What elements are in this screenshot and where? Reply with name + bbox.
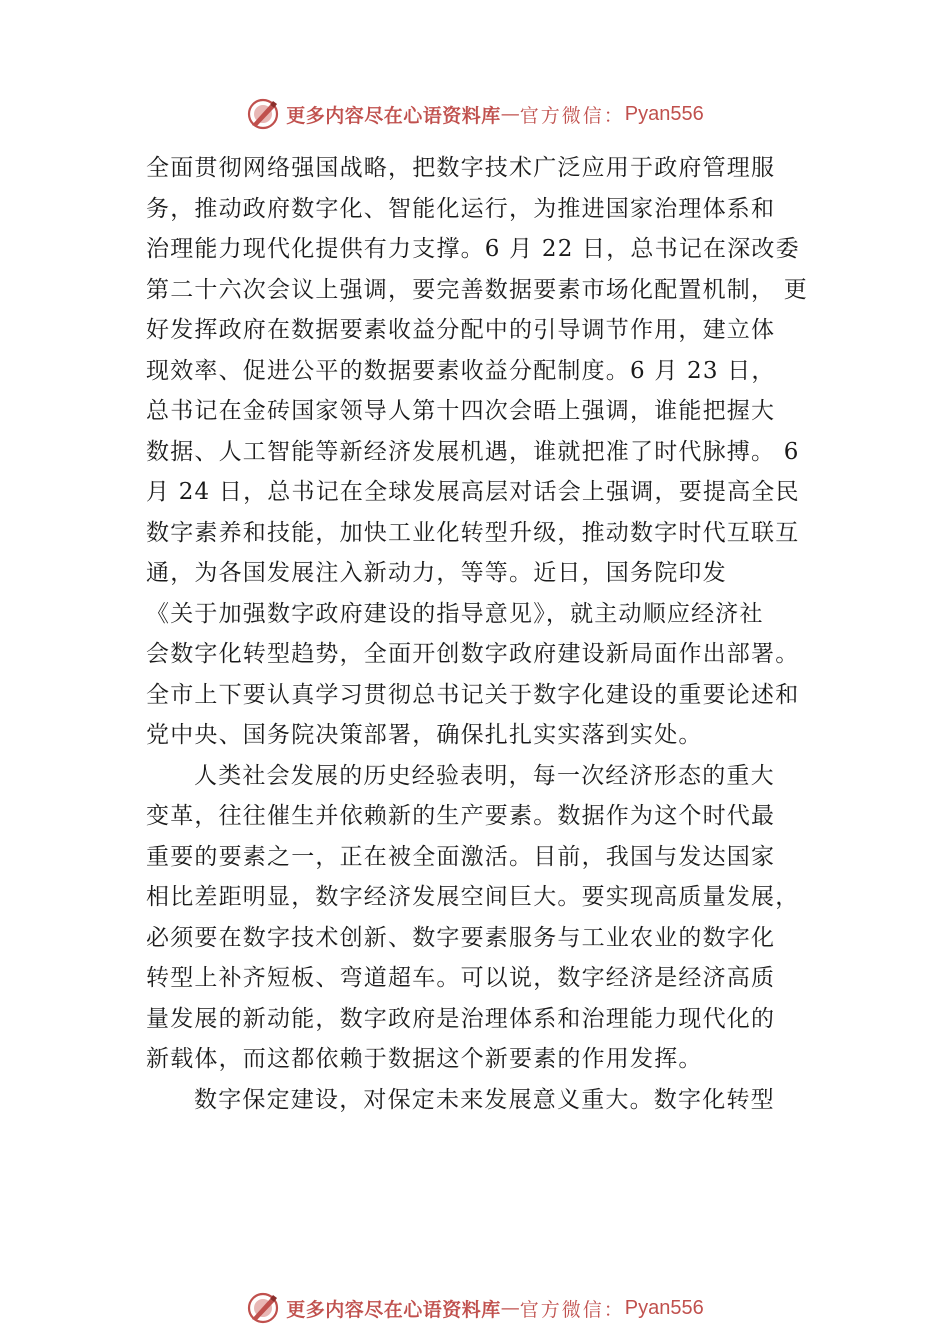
text-line: 第二十六次会议上强调，要完善数据要素市场化配置机制， 更 bbox=[146, 276, 808, 303]
banner-separator: — bbox=[500, 103, 520, 125]
paragraph-start-line: 人类社会发展的历史经验表明，每一次经济形态的重大 bbox=[194, 762, 775, 789]
text-line: 数字素养和技能，加快工业化转型升级，推动数字时代互联互 bbox=[146, 519, 800, 546]
header-banner bbox=[0, 92, 950, 136]
pen-logo-icon bbox=[246, 1291, 280, 1325]
text-line: 《关于加强数字政府建设的指导意见》，就主动顺应经济社 bbox=[146, 600, 764, 627]
banner-account: Pyan556 bbox=[624, 102, 704, 125]
text-line: 月 24 日，总书记在全球发展高层对话会上强调，要提高全民 bbox=[146, 479, 800, 505]
text-line: 治理能力现代化提供有力支撑。6 月 22 日，总书记在深改委 bbox=[146, 236, 800, 262]
paragraph-start-line: 数字保定建设，对保定未来发展意义重大。数字化转型 bbox=[194, 1086, 775, 1113]
text-line: 全市上下要认真学习贯彻总书记关于数字化建设的重要论述和 bbox=[146, 681, 800, 708]
banner-label: 官方微信： bbox=[519, 1298, 625, 1321]
text-line: 现效率、促进公平的数据要素收益分配制度。6 月 23 日， bbox=[146, 357, 776, 384]
text-line: 转型上补齐短板、弯道超车。可以说，数字经济是经济高质 bbox=[146, 965, 776, 991]
text-line: 重要的要素之一，正在被全面激活。目前，我国与发达国家 bbox=[146, 843, 776, 870]
text-line: 变革，往往催生并依赖新的生产要素。数据作为这个时代最 bbox=[146, 803, 776, 829]
text-line: 新载体，而这都依赖于数据这个新要素的作用发挥。 bbox=[146, 1046, 703, 1072]
text-line: 务，推动政府数字化、智能化运行，为推进国家治理体系和 bbox=[146, 195, 776, 222]
banner-separator: — bbox=[500, 1297, 520, 1319]
text-line: 会数字化转型趋势，全面开创数字政府建设新局面作出部署。 bbox=[146, 641, 800, 667]
pen-logo-icon bbox=[246, 97, 280, 131]
text-line: 数据、人工智能等新经济发展机遇，谁就把准了时代脉搏。 6 bbox=[146, 438, 800, 465]
document-body bbox=[146, 148, 836, 1120]
banner-label: 官方微信： bbox=[519, 104, 625, 127]
text-line: 全面贯彻网络强国战略，把数字技术广泛应用于政府管理服 bbox=[146, 155, 776, 181]
text-line: 相比差距明显，数字经济发展空间巨大。要实现高质量发展， bbox=[146, 884, 800, 910]
text-line: 通，为各国发展注入新动力，等等。近日，国务院印发 bbox=[146, 560, 727, 586]
text-line: 总书记在金砖国家领导人第十四次会晤上强调，谁能把握大 bbox=[146, 398, 776, 424]
text-line: 好发挥政府在数据要素收益分配中的引导调节作用，建立体 bbox=[146, 317, 776, 343]
footer-banner bbox=[0, 1286, 950, 1330]
banner-account: Pyan556 bbox=[624, 1296, 704, 1319]
text-line: 党中央、国务院决策部署，确保扎扎实实落到实处。 bbox=[146, 722, 703, 748]
banner-title: 更多内容尽在心语资料库 bbox=[286, 1298, 501, 1321]
banner-title: 更多内容尽在心语资料库 bbox=[286, 104, 501, 127]
text-line: 量发展的新动能，数字政府是治理体系和治理能力现代化的 bbox=[146, 1005, 776, 1032]
text-line: 必须要在数字技术创新、数字要素服务与工业农业的数字化 bbox=[146, 924, 776, 951]
